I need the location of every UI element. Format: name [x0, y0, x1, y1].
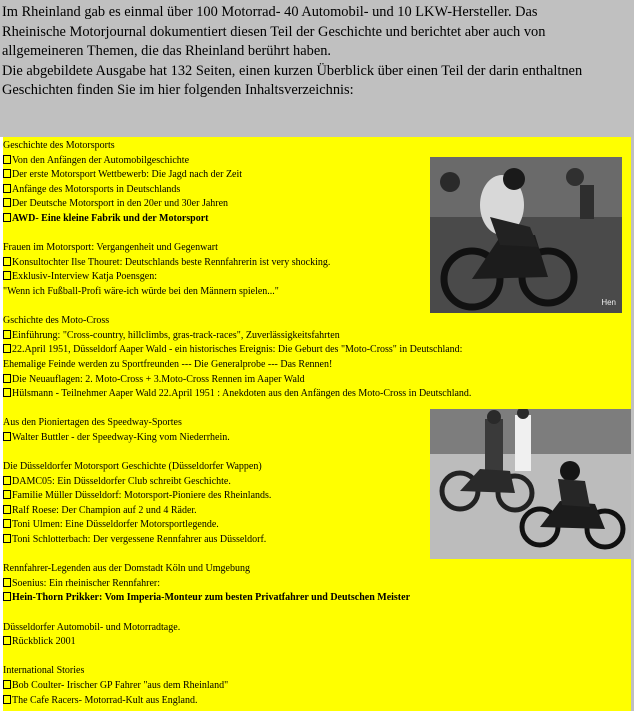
- toc-item: [3, 358, 631, 373]
- toc-item-text: Hein-Thorn Prikker: Vom Imperia-Monteur zum besten Privatfahrer und Deutschen Meister: [12, 592, 411, 604]
- toc-item-text: Konsultochter Ilse Thouret: Deutschlands beste Rennfahrerin ist very shocking.: [12, 256, 331, 268]
- section-spacer: [3, 606, 631, 621]
- toc-item-text: Der erste Motorsport Wettbewerb: Die Jagd nach der Zeit: [12, 169, 243, 181]
- toc-item: [3, 387, 631, 402]
- toc-item-text: Von den Anfängen der Automobilgeschichte: [12, 154, 190, 166]
- toc-item-text: Toni Schlotterbach: Der vergessene Rennfahrer aus Düsseldorf.: [12, 534, 267, 546]
- bullet-box-icon: [3, 505, 11, 514]
- toc-item-text: Anfänge des Motorsports in Deutschlands: [12, 183, 181, 195]
- toc-item-text: Walter Buttler - der Speedway-King vom Niederrhein.: [12, 431, 230, 443]
- intro-line: Die abgebildete Ausgabe hat 132 Seiten, einen kurzen Überblick über einen Teil der darin enthaltnen: [2, 62, 583, 79]
- section-heading: Gschichte des Moto-Cross: [3, 315, 110, 327]
- toc-item: [3, 591, 631, 606]
- bullet-box-icon: [3, 432, 11, 441]
- section-heading: Frauen im Motorsport: Vergangenheit und Gegenwart: [3, 242, 218, 254]
- toc-item-text: Soenius: Ein rheinischer Rennfahrer:: [12, 577, 161, 589]
- bullet-box-icon: [3, 374, 11, 383]
- bullet-box-icon: [3, 184, 11, 193]
- bullet-box-icon: [3, 155, 11, 164]
- photo-signature: Hen: [601, 298, 616, 307]
- section-heading: Rennfahrer-Legenden aus der Domstadt Köln und Umgebung: [3, 563, 250, 575]
- section-heading: Aus den Pioniertagen des Speedway-Sportes: [3, 417, 182, 429]
- toc-item-text: Die Neuauflagen: 2. Moto-Cross + 3.Moto-Cross Rennen im Aaper Wald: [12, 373, 305, 385]
- bullet-box-icon: [3, 680, 11, 689]
- intro-line: Im Rheinland gab es einmal über 100 Motorrad- 40 Automobil- und 10 LKW-Hersteller. Das: [2, 4, 538, 20]
- toc-item: [3, 343, 631, 358]
- bullet-box-icon: [3, 519, 11, 528]
- toc-item-text: Der Deutsche Motorsport in den 20er und 30er Jahren: [12, 198, 229, 210]
- bullet-box-icon: [3, 534, 11, 543]
- bullet-box-icon: [3, 257, 11, 266]
- section-heading: Die Düsseldorfer Motorsport Geschichte (Düsseldorfer Wappen): [3, 461, 262, 473]
- bullet-box-icon: [3, 388, 11, 397]
- section-heading: Düsseldorfer Automobil- und Motorradtage.: [3, 621, 181, 633]
- bullet-box-icon: [3, 592, 11, 601]
- section-heading: International Stories: [3, 665, 85, 677]
- toc-item-text: 22.April 1951, Düsseldorf Aaper Wald - ein historisches Ereignis: Die Geburt des "Moto-Cross" in Deutschland:: [12, 344, 463, 356]
- toc-item-text: AWD- Eine kleine Fabrik und der Motorsport: [12, 212, 209, 224]
- toc-item-text: Hülsmann - Teilnehmer Aaper Wald 22.April 1951 : Anekdoten aus den Anfängen des Moto-Cross in Deutschland.: [12, 388, 472, 400]
- speedway-start-photo: [430, 409, 631, 559]
- bullet-box-icon: [3, 344, 11, 353]
- toc-item-text: Familie Müller Düsseldorf: Motorsport-Pioniere des Rheinlands.: [12, 490, 272, 502]
- toc-item-text: Bob Coulter- Irischer GP Fahrer "aus dem Rheinland": [12, 679, 229, 691]
- toc-item: [3, 329, 631, 344]
- toc-item-text: "Wenn ich Fußball-Profi wäre-ich würde bei den Männern spielen...": [3, 285, 279, 297]
- toc-item: [3, 679, 631, 694]
- section-spacer: [3, 650, 631, 665]
- motorcycle-racer-photo: [430, 157, 622, 313]
- bullet-box-icon: [3, 169, 11, 178]
- toc-item-text: Einführung: "Cross-country, hillclimbs, gras-track-races", Zuverlässigkeitsfahrten: [12, 329, 340, 341]
- bullet-box-icon: [3, 476, 11, 485]
- intro-line: Geschichten finden Sie im hier folgenden Inhaltsverzeichnis:: [2, 82, 354, 99]
- toc-item: [3, 694, 631, 709]
- bullet-box-icon: [3, 695, 11, 704]
- bullet-box-icon: [3, 490, 11, 499]
- intro-text: [0, 0, 634, 101]
- toc-item-text: Exklusiv-Interview Katja Poensgen:: [12, 271, 157, 283]
- toc-item: [3, 577, 631, 592]
- section-heading: Geschichte des Motorsports: [3, 140, 115, 151]
- bullet-box-icon: [3, 578, 11, 587]
- intro-line: Rheinische Motorjournal dokumentiert diesen Teil der Geschichte und berichtet aber auch von: [2, 23, 546, 40]
- toc-item-text: DAMC05: Ein Düsseldorfer Club schreibt Geschichte.: [12, 475, 231, 487]
- bullet-box-icon: [3, 330, 11, 339]
- bullet-box-icon: [3, 636, 11, 645]
- toc-item: [3, 373, 631, 388]
- toc-item: [3, 635, 631, 650]
- bullet-box-icon: [3, 198, 11, 207]
- toc-item-text: Ralf Roese: Der Champion auf 2 und 4 Räder.: [12, 504, 197, 516]
- toc-item-text: Toni Ulmen: Eine Düsseldorfer Motorsportlegende.: [12, 519, 219, 531]
- toc-item-text: Ehemalige Feinde werden zu Sportfreunden --- Die Generalprobe --- Das Rennen!: [3, 358, 333, 370]
- intro-line: allgemeineren Themen, die das Rheinland berührt haben.: [2, 43, 332, 60]
- bullet-box-icon: [3, 271, 11, 280]
- toc-item-text: The Cafe Racers- Motorrad-Kult aus England.: [12, 694, 198, 706]
- toc-item-text: Rückblick 2001: [12, 636, 76, 648]
- bullet-box-icon: [3, 213, 11, 222]
